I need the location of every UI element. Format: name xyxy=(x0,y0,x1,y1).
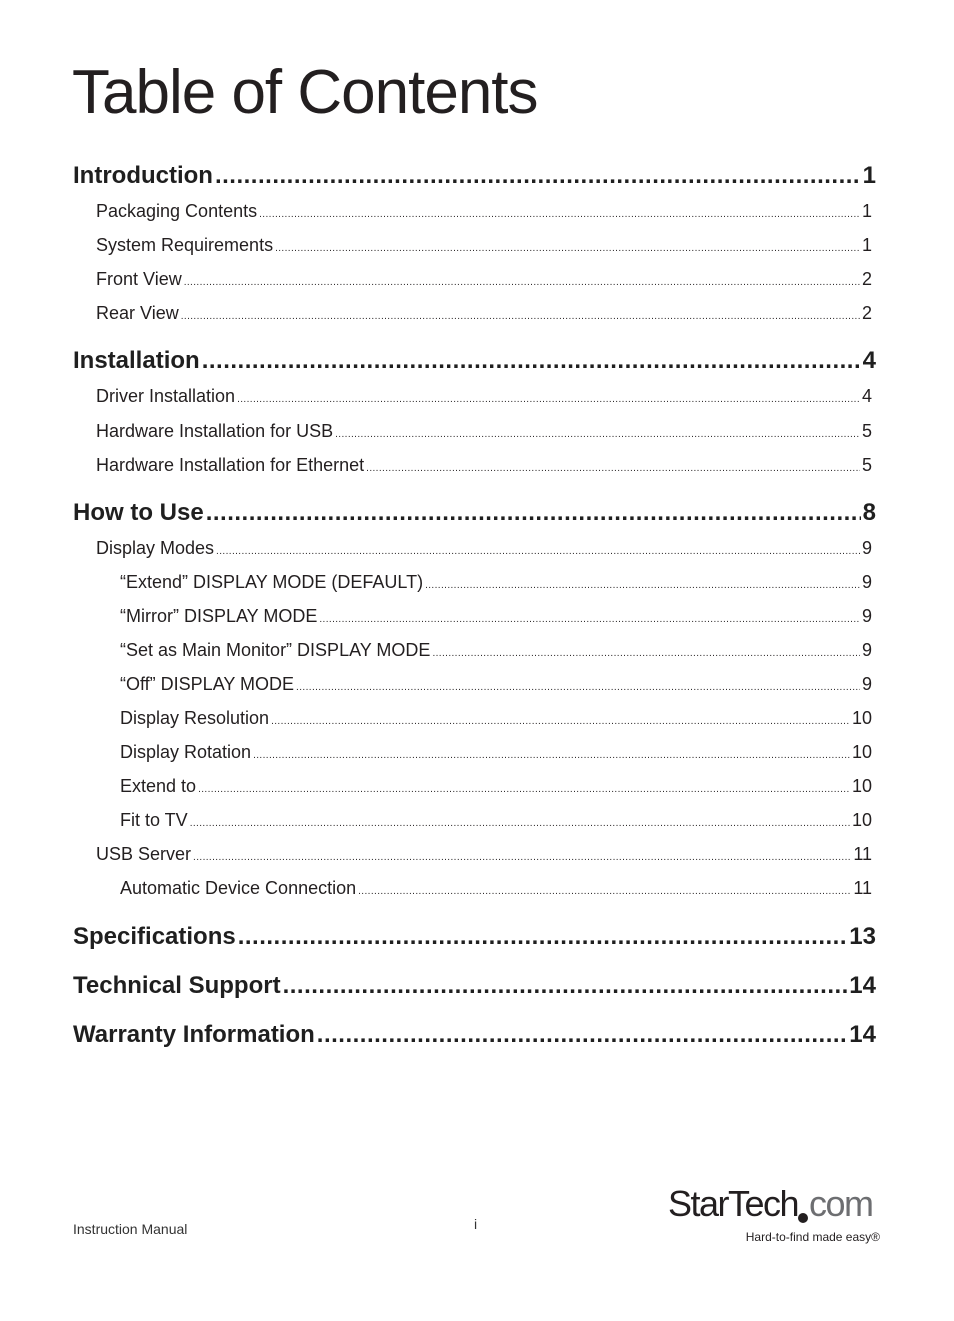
toc-entry-how-to-use[interactable] xyxy=(73,499,876,527)
toc-entry-label: Display Resolution xyxy=(120,708,270,728)
dot-leader xyxy=(238,923,848,951)
toc-entry-label: “Mirror” DISPLAY MODE xyxy=(120,606,318,626)
toc-entry-label: Front View xyxy=(96,269,182,289)
toc-entry-off-display-mode[interactable] xyxy=(120,674,872,695)
dot-leader xyxy=(184,277,860,288)
dot-leader xyxy=(190,818,850,829)
toc-entry-extend-display-mode[interactable] xyxy=(120,572,872,593)
dot-leader xyxy=(202,347,861,375)
dot-leader xyxy=(181,311,860,322)
dot-leader xyxy=(253,750,850,761)
dot-leader xyxy=(216,546,860,557)
dot-leader xyxy=(215,162,861,190)
dot-leader xyxy=(259,209,860,220)
toc-entry-label: “Off” DISPLAY MODE xyxy=(120,674,295,694)
toc-entry-page: 8 xyxy=(862,499,876,526)
toc-entry-label: Display Rotation xyxy=(120,742,252,762)
toc-entry-system-requirements[interactable] xyxy=(96,235,872,256)
logo-dot-icon xyxy=(798,1213,808,1223)
toc-entry-label: How to Use xyxy=(73,499,204,526)
dot-leader xyxy=(432,648,860,659)
toc-entry-label: Hardware Installation for USB xyxy=(96,421,334,441)
toc-entry-page: 11 xyxy=(853,844,872,864)
toc-entry-page: 1 xyxy=(861,201,872,221)
dot-leader xyxy=(296,682,860,693)
toc-entry-front-view[interactable] xyxy=(96,269,872,290)
footer-page-number: i xyxy=(474,1216,478,1232)
toc-entry-label: Warranty Information xyxy=(73,1021,315,1048)
toc-entry-page: 10 xyxy=(851,742,872,762)
toc-entry-label: Display Modes xyxy=(96,538,215,558)
logo-tagline: Hard-to-find made easy® xyxy=(745,1230,880,1244)
toc-entry-page: 14 xyxy=(849,972,876,999)
toc-entry-label: Specifications xyxy=(73,923,236,950)
toc-entry-label: Installation xyxy=(73,347,200,374)
toc-entry-introduction[interactable] xyxy=(73,162,876,190)
dot-leader xyxy=(319,614,860,625)
dot-leader xyxy=(366,463,860,474)
toc-entry-page: 9 xyxy=(861,674,872,694)
toc-entry-specifications[interactable] xyxy=(73,923,876,951)
toc-entry-set-as-main-monitor-display-mode[interactable] xyxy=(120,640,872,661)
toc-entry-page: 9 xyxy=(861,640,872,660)
toc-entry-warranty-information[interactable] xyxy=(73,1021,876,1049)
dot-leader xyxy=(271,716,850,727)
toc-entry-page: 5 xyxy=(861,421,872,441)
toc-entry-fit-to-tv[interactable] xyxy=(120,810,872,831)
toc-entry-page: 9 xyxy=(861,606,872,626)
dot-leader xyxy=(283,972,848,1000)
toc-entry-hardware-installation-ethernet[interactable] xyxy=(96,455,872,476)
toc-entry-packaging-contents[interactable] xyxy=(96,201,872,222)
toc-entry-display-resolution[interactable] xyxy=(120,708,872,729)
toc-entry-installation[interactable] xyxy=(73,347,876,375)
toc-entry-page: 14 xyxy=(849,1021,876,1048)
toc-entry-display-modes[interactable] xyxy=(96,538,872,559)
toc-entry-hardware-installation-usb[interactable] xyxy=(96,421,872,442)
toc-entry-label: Packaging Contents xyxy=(96,201,258,221)
toc-entry-page: 2 xyxy=(861,269,872,289)
toc-entry-label: Introduction xyxy=(73,162,213,189)
dot-leader xyxy=(206,499,861,527)
toc-entry-extend-to[interactable] xyxy=(120,776,872,797)
toc-entry-technical-support[interactable] xyxy=(73,972,876,1000)
toc-entry-label: System Requirements xyxy=(96,235,274,255)
toc-entry-label: Fit to TV xyxy=(120,810,188,830)
toc-entry-page: 4 xyxy=(861,386,872,406)
dot-leader xyxy=(275,243,860,254)
toc-entry-rear-view[interactable] xyxy=(96,303,872,324)
footer-document-type: Instruction Manual xyxy=(73,1221,188,1237)
toc-entry-page: 2 xyxy=(861,303,872,323)
toc-entry-page: 1 xyxy=(862,162,876,189)
toc-entry-usb-server[interactable] xyxy=(96,844,872,865)
page-title: Table of Contents xyxy=(72,58,538,127)
toc-entry-page: 4 xyxy=(862,347,876,374)
dot-leader xyxy=(193,852,851,863)
toc-entry-driver-installation[interactable] xyxy=(96,386,872,407)
toc-entry-page: 10 xyxy=(851,810,872,830)
toc-entry-page: 1 xyxy=(861,235,872,255)
toc-entry-page: 9 xyxy=(861,572,872,592)
toc-entry-display-rotation[interactable] xyxy=(120,742,872,763)
dot-leader xyxy=(317,1021,848,1049)
toc-entry-label: Rear View xyxy=(96,303,179,323)
toc-entry-label: Technical Support xyxy=(73,972,281,999)
logo-wordmark: StarTech xyxy=(668,1183,799,1224)
toc-entry-automatic-device-connection[interactable] xyxy=(120,878,872,899)
dot-leader xyxy=(237,394,860,405)
toc-entry-label: “Set as Main Monitor” DISPLAY MODE xyxy=(120,640,431,660)
toc-entry-label: “Extend” DISPLAY MODE (DEFAULT) xyxy=(120,572,424,592)
toc-entry-page: 5 xyxy=(861,455,872,475)
dot-leader xyxy=(358,886,851,897)
toc-entry-label: Driver Installation xyxy=(96,386,236,406)
dot-leader xyxy=(335,429,860,440)
toc-entry-mirror-display-mode[interactable] xyxy=(120,606,872,627)
dot-leader xyxy=(425,580,860,591)
toc-entry-label: Extend to xyxy=(120,776,197,796)
toc-entry-page: 10 xyxy=(851,776,872,796)
toc-entry-page: 13 xyxy=(849,923,876,950)
toc-entry-page: 10 xyxy=(851,708,872,728)
toc-entry-label: USB Server xyxy=(96,844,192,864)
dot-leader xyxy=(198,784,850,795)
logo-suffix: com xyxy=(809,1183,873,1224)
toc-entry-label: Automatic Device Connection xyxy=(120,878,357,898)
toc-entry-page: 11 xyxy=(853,878,872,898)
toc-entry-label: Hardware Installation for Ethernet xyxy=(96,455,365,475)
toc-entry-page: 9 xyxy=(861,538,872,558)
startech-logo xyxy=(668,1183,880,1248)
